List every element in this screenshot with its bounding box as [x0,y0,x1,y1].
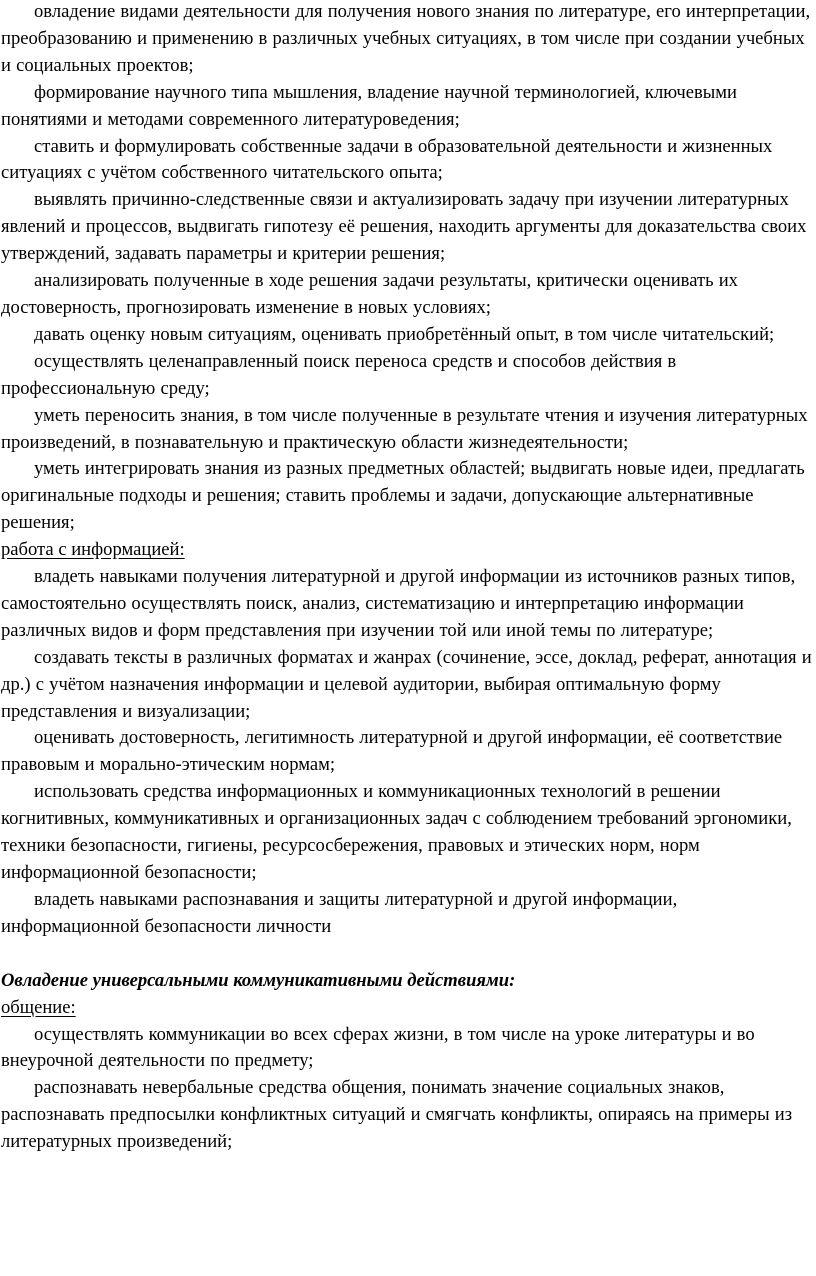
paragraph-nonverbal-means: распознавать невербальные средства общения, понимать значение социальных знаков, распознавать предпосылки конфликтных ситуаций и смягчать конфликты, опираясь на примеры из литературных произведений; [1,1077,793,1153]
heading-communication: общение: [1,996,76,1018]
paragraph-cause-effect: выявлять причинно-следственные связи и актуализировать задачу при изучении литературных явлений и процессов, выдвигать гипотезу её решения, находить аргументы для доказательства своих утверждений, задавать параметры и критерии решения; [1,189,807,265]
paragraph-assess-reliability: оценивать достоверность, легитимность литературной и другой информации, её соответствие правовым и морально-этическим нормам; [1,727,783,776]
paragraph-information-security: владеть навыками распознавания и защиты литературной и другой информации, информационной безопасности личности [1,888,678,937]
paragraph-integrate-knowledge: уметь интегрировать знания из разных предметных областей; выдвигать новые идеи, предлагать оригинальные подходы и решения; ставить проблемы и задачи, допускающие альтернативные решения; [1,458,805,534]
heading-communicative-actions: Овладение универсальными коммуникативными действиями: [1,969,516,991]
paragraph-evaluate-situations: давать оценку новым ситуациям, оценивать приобретённый опыт, в том числе читательский; [34,323,775,345]
paragraph-use-ict: использовать средства информационных и коммуникационных технологий в решении когнитивных, коммуникативных и организационных задач с соблюдением требований эргономики, техники безопасности, гигиены, ресурсосбережения, правовых и этических норм, норм информационной безопасности; [1,781,792,883]
paragraph-targeted-search: осуществлять целенаправленный поиск переноса средств и способов действия в профессиональную среду; [1,350,677,399]
paragraph-analyze-results: анализировать полученные в ходе решения задачи результаты, критически оценивать их достоверность, прогнозировать изменение в новых условиях; [1,270,738,318]
paragraph-create-texts: создавать тексты в различных форматах и жанрах (сочинение, эссе, доклад, реферат, аннотация и др.) с учётом назначения информации и целевой аудитории, выбирая оптимальную форму представления и визуализации; [1,646,812,722]
heading-work-with-information: работа с информацией: [1,539,185,561]
paragraph-communication-spheres: осуществлять коммуникации во всех сферах жизни, в том числе на уроке литературы и во внеурочной деятельности по предмету; [1,1023,755,1072]
paragraph-scientific-thinking: формирование научного типа мышления, владение научной терминологией, ключевыми понятиями и методами современного литературоведения; [1,81,737,130]
paragraph-transfer-knowledge: уметь переносить знания, в том числе полученные в результате чтения и изучения литературных произведений, в познавательную и практическую области жизнедеятельности; [1,404,808,453]
paragraph-knowledge-activity: овладение видами деятельности для получения нового знания по литературе, его интерпретации, преобразованию и применению в различных учебных ситуациях, в том числе при создании учебных и социальных проектов; [1,1,811,76]
paragraph-information-skills: владеть навыками получения литературной и другой информации из источников разных типов, самостоятельно осуществлять поиск, анализ, систематизацию и интерпретацию информации различных видов и форм представления при изучении той или иной темы по литературе; [1,566,796,641]
paragraph-set-tasks: ставить и формулировать собственные задачи в образовательной деятельности и жизненных ситуациях с учётом собственного читательского опыта; [1,135,773,184]
blank-line [0,941,816,968]
